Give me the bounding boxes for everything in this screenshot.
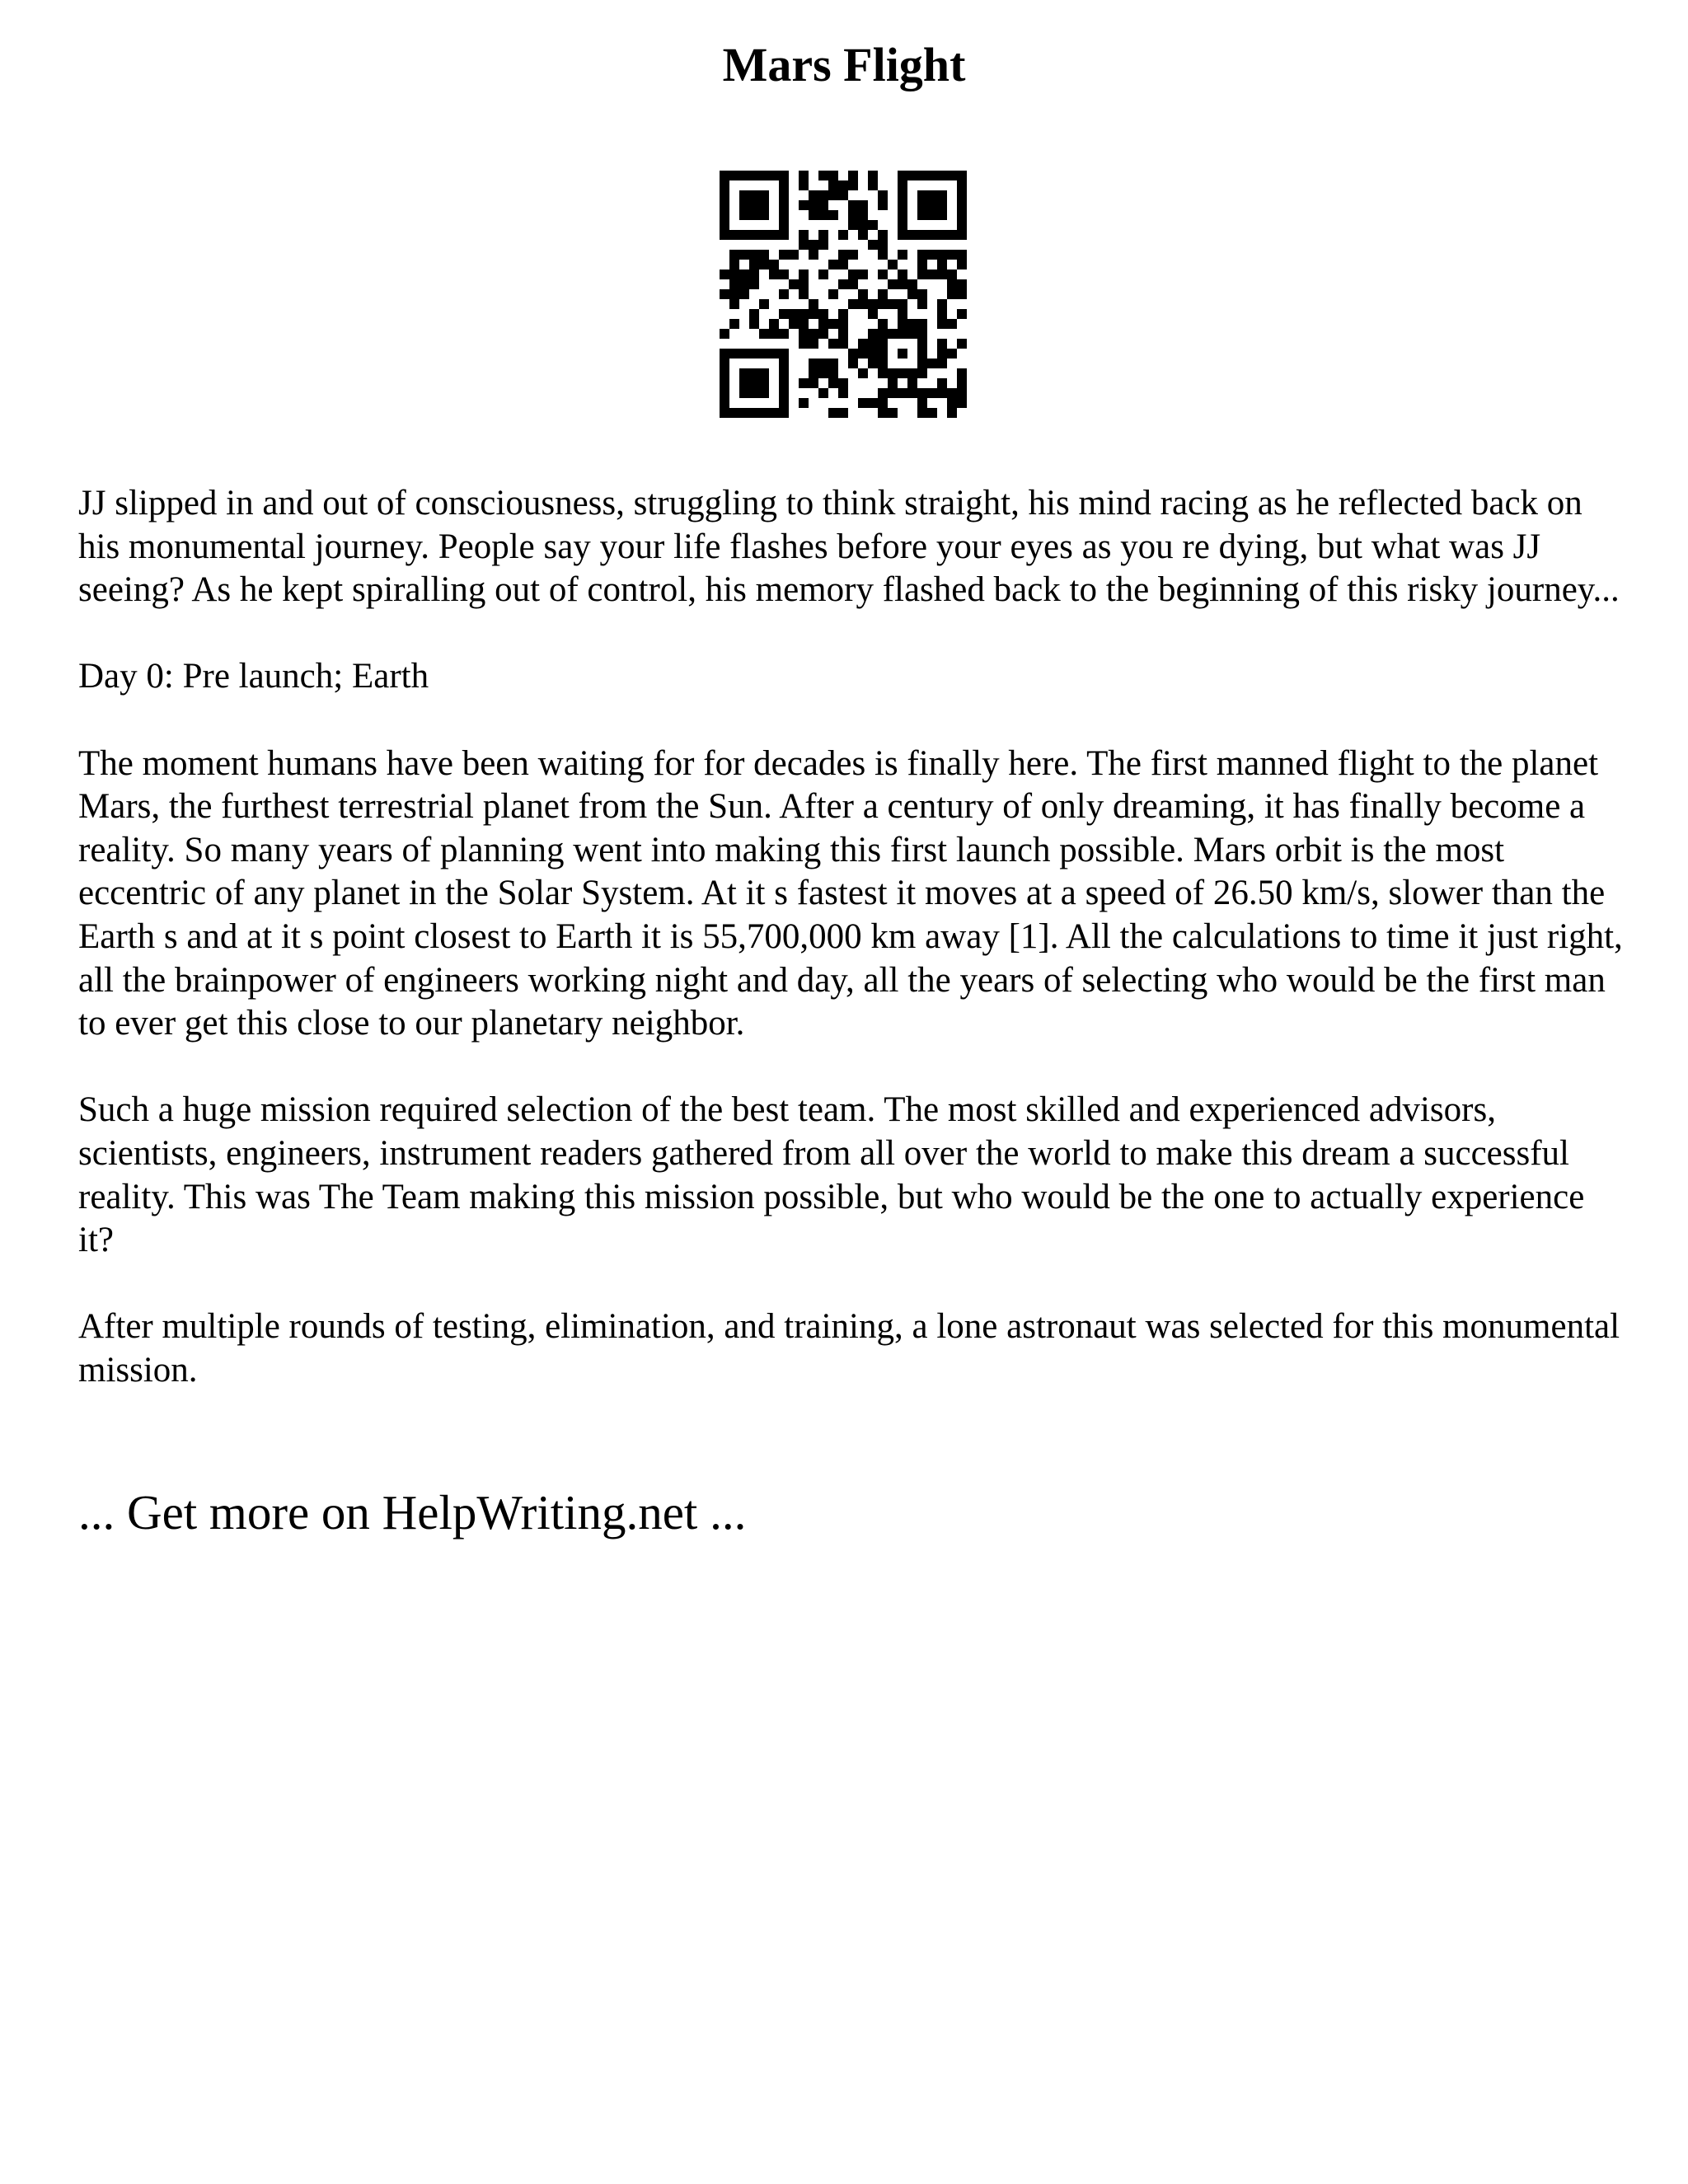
paragraph: Such a huge mission required selection of the best team. The most skilled and experienced advisors, scientists, engineers, instrument readers gathered from all over the world to make this dream a successful reality. This was The Team making this mission possible, but who would be the one to actually experience it?	[78, 1090, 1585, 1260]
qr-code-icon[interactable]	[720, 171, 967, 418]
helpwriting-link[interactable]: ... Get more on HelpWriting.net ...	[78, 1485, 747, 1540]
paragraph: JJ slipped in and out of consciousness, struggling to think straight, his mind racing as he reflected back on his monumental journey. People say your life flashes before your eyes as you re dying, but what was JJ seeing? As he kept spiralling out of control, his memory flashed back to the beginning of this risky journey...	[78, 484, 1620, 610]
paragraph: Day 0: Pre launch; Earth	[78, 657, 429, 696]
paragraph: The moment humans have been waiting for for decades is finally here. The first manned flight to the planet Mars, the furthest terrestrial planet from the Sun. After a century of only dreaming, it has finally become a reality. So many years of planning went into making this first launch possible. Mars orbit is the most eccentric of any planet in the Solar System. At it s fastest it moves at a speed of 26.50 km/s, slower than the Earth s and at it s point closest to Earth it is 55,700,000 km away [1]. All the calculations to time it just right, all the brainpower of engineers working night and day, all the years of selecting who would be the first man to ever get this close to our planetary neighbor.	[78, 743, 1623, 1043]
page-title: Mars Flight	[722, 38, 966, 91]
paragraph: After multiple rounds of testing, elimination, and training, a lone astronaut was selected for this monumental mission.	[78, 1307, 1620, 1390]
article-body	[78, 482, 1628, 1436]
